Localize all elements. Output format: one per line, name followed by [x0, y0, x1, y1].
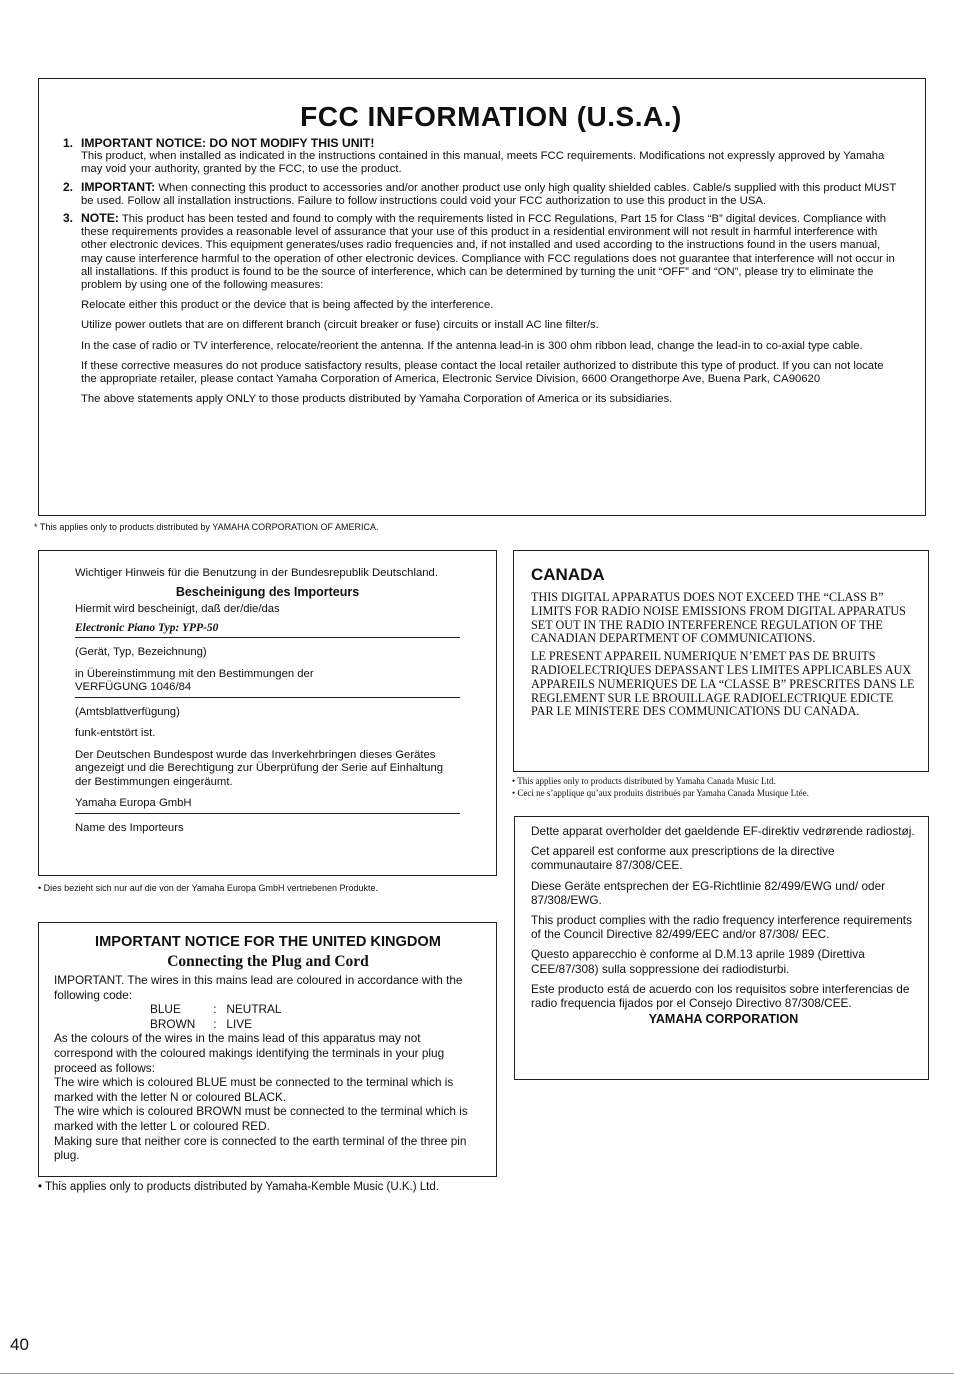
germany-product: Electronic Piano Typ: YPP-50 — [75, 622, 460, 639]
uk-paragraph: As the colours of the wires in the mains lead of this apparatus may not correspond with the coloured makings identifying the terminals in your plug proceed as follows: — [54, 1031, 445, 1075]
canada-english: THIS DIGITAL APPARATUS DOES NOT EXCEED THE “CLASS B” LIMITS FOR RADIO NOISE EMISSIONS FROM DIGITAL APPARATUS SET OUT IN THE RADIO INTERFERENCE REGULATION OF THE CANADIAN DEPARTMENT OF COMMUNICATIONS. — [531, 590, 906, 646]
item-number: 2. — [63, 179, 74, 194]
fcc-footnote: * This applies only to products distributed by YAMAHA CORPORATION OF AMERICA. — [34, 522, 379, 532]
canada-footnote: • Ceci ne s’applique qu’aux produits distribués par Yamaha Canada Musique Ltée. — [512, 788, 809, 798]
germany-importer: Yamaha Europa GmbH — [75, 797, 460, 814]
eu-danish: Dette apparat overholder det gaeldende EF-direktiv vedrørende radiostøj. — [531, 824, 915, 838]
germany-line: in Übereinstimmung mit den Bestimmungen der — [75, 667, 314, 680]
item-body: This product has been tested and found to comply with the requirements listed in FCC Regulations, Part 15 for Class “B” digital devices. Compliance with these requirements provides a reasonable level of assurance that your use of this product in a residential environment will not result in harmful interference with other electronic devices. This equipment generates/uses radio frequencies and, if not installed and used according to the instructions found in the users manual, may cause interference harmful to the operation of other electronic devices. Compliance with FCC regulations does not guarantee that interference will not occur in all installations. If this product is found to be the source of interference, which can be determined by turning the unit “OFF” and “ON”, please try to eliminate the problem by using one of the following measures: — [81, 213, 895, 292]
uk-paragraph: The wire which is coloured BROWN must be connected to the terminal which is marked with the letter L or coloured RED. — [54, 1104, 468, 1133]
item-heading: IMPORTANT: — [81, 179, 156, 194]
germany-cert-title: Bescheinigung des Importeurs — [175, 584, 360, 599]
eu-section — [514, 816, 929, 1080]
fcc-section — [38, 78, 926, 516]
eu-french: Cet appareil est conforme aux prescriptions de la directive communautaire 87/308/CEE. — [531, 844, 835, 873]
eu-italian: Questo apparecchio è conforme al D.M.13 aprile 1989 (Direttiva CEE/87/308) sulla soppressione dei radiodisturbi. — [531, 947, 865, 976]
code-separator: : — [213, 1016, 217, 1031]
item-body: This product, when installed as indicated in the instructions contained in this manual, meets FCC requirements. Modifications not expressly approved by Yamaha may void your authority, granted by the FCC, to use the product. — [81, 150, 885, 176]
uk-footnote: • This applies only to products distributed by Yamaha-Kemble Music (U.K.) Ltd. — [38, 1181, 439, 1193]
germany-line: funk-entstört ist. — [75, 727, 156, 739]
item-body: When connecting this product to accessories and/or another product use only high quality shielded cables. Cable/s supplied with this product MUST be used. Follow all installation instructions. Failure to follow instructions could void your FCC authorization to use this product in the USA. — [81, 181, 897, 207]
eu-english: This product complies with the radio frequency interference requirements of the Council Directive 82/499/EEC and/or 87/308/ EEC. — [531, 913, 912, 942]
item-heading: IMPORTANT NOTICE: DO NOT MODIFY THIS UNIT! — [81, 136, 375, 150]
eu-german: Diese Geräte entsprechen der EG-Richtlinie 82/499/EWG und/ oder 87/308/EWG. — [531, 878, 886, 907]
germany-line: (Gerät, Typ, Bezeichnung) — [75, 646, 207, 658]
item-number: 1. — [63, 136, 74, 150]
uk-paragraph: Making sure that neither core is connected to the earth terminal of the three pin plug. — [54, 1133, 467, 1163]
bottom-rule — [0, 1373, 954, 1374]
canada-french: LE PRESENT APPAREIL NUMERIQUE N’EMET PAS DE BRUITS RADIOELECTRIQUES DEPASSANT LES LIMITES APPLICABLES AUX APPAREILS NUMERIQUES DE LA “CLASSE B” PRESCRITES DANS LE REGLEMENT SUR LE BROUILLAGE RADIOELECTRIQUE EDICTE PAR LE MINISTERE DES COMMUNICATIONS DU CANADA. — [531, 649, 915, 719]
fcc-measure: Utilize power outlets that are on different branch (circuit breaker or fuse) circuits or install AC line filter/s. — [81, 319, 599, 332]
canada-title: CANADA — [531, 565, 605, 584]
wire-meaning: LIVE — [226, 1016, 252, 1031]
uk-code-row — [54, 1017, 482, 1032]
fcc-title: FCC INFORMATION (U.S.A.) — [300, 101, 682, 132]
germany-section — [38, 550, 497, 876]
eu-spanish: Este producto está de acuerdo con los requisitos sobre interferencias de radio frequencia fijados por el Consejo Directivo 87/308/CEE. — [531, 981, 910, 1011]
fcc-measure: If these corrective measures do not produce satisfactory results, please contact the local retailer authorized to distribute this type of product. If you can not locate the appropriate retailer, please contact Yamaha Corporation of America, Electronic Service Division, 6600 Orangethorpe Ave, Buena Park, CA90620 — [81, 359, 884, 386]
uk-intro: IMPORTANT. The wires in this mains lead are coloured in accordance with the following code: — [54, 973, 463, 1002]
canada-section — [513, 550, 929, 772]
uk-title: IMPORTANT NOTICE FOR THE UNITED KINGDOM — [95, 934, 441, 950]
uk-subtitle: Connecting the Plug and Cord — [167, 953, 369, 970]
fcc-item-3 — [63, 211, 901, 292]
germany-importer-label: Name des Importeurs — [75, 821, 184, 834]
uk-paragraph: The wire which is coloured BLUE must be connected to the terminal which is marked with the letter N or coloured BLACK. — [54, 1075, 454, 1104]
fcc-measure: The above statements apply ONLY to those products distributed by Yamaha Corporation of America or its subsidiaries. — [81, 393, 673, 406]
canada-footnotes — [512, 775, 942, 799]
germany-line: Der Deutschen Bundespost wurde das Inverkehrbringen dieses Gerätes angezeigt und die Berechtigung zur Überprüfung der Serie auf Einhaltung der Bestimmungen eingeräumt. — [75, 748, 444, 788]
fcc-item-2 — [63, 179, 901, 208]
item-number: 3. — [63, 211, 74, 226]
wire-meaning: NEUTRAL — [226, 1002, 282, 1017]
germany-intro: Wichtiger Hinweis für die Benutzung in der Bundesrepublik Deutschland. — [75, 567, 438, 579]
germany-line: (Amtsblattverfügung) — [75, 705, 180, 718]
germany-footnote: • Dies bezieht sich nur auf die von der Yamaha Europa GmbH vertriebenen Produkte. — [38, 883, 379, 893]
eu-corporation: YAMAHA CORPORATION — [648, 1012, 799, 1027]
fcc-item-1 — [63, 136, 901, 177]
page-number: 40 — [10, 1335, 29, 1354]
germany-line: VERFÜGUNG 1046/84 — [75, 681, 460, 698]
uk-code-row — [54, 1002, 482, 1017]
item-heading: NOTE: — [81, 211, 119, 226]
germany-line: Hiermit wird bescheinigt, daß der/die/das — [75, 603, 280, 615]
wire-color: BLUE — [150, 1002, 181, 1017]
fcc-measure: In the case of radio or TV interference, relocate/reorient the antenna. If the antenna lead-in is 300 ohm ribbon lead, change the lead-in to co-axial type cable. — [81, 339, 863, 352]
uk-section — [38, 922, 497, 1177]
fcc-measure: Relocate either this product or the device that is being affected by the interference. — [81, 299, 494, 312]
canada-footnote: • This applies only to products distributed by Yamaha Canada Music Ltd. — [512, 776, 776, 786]
code-separator: : — [213, 1002, 217, 1017]
wire-color: BROWN — [150, 1016, 196, 1031]
